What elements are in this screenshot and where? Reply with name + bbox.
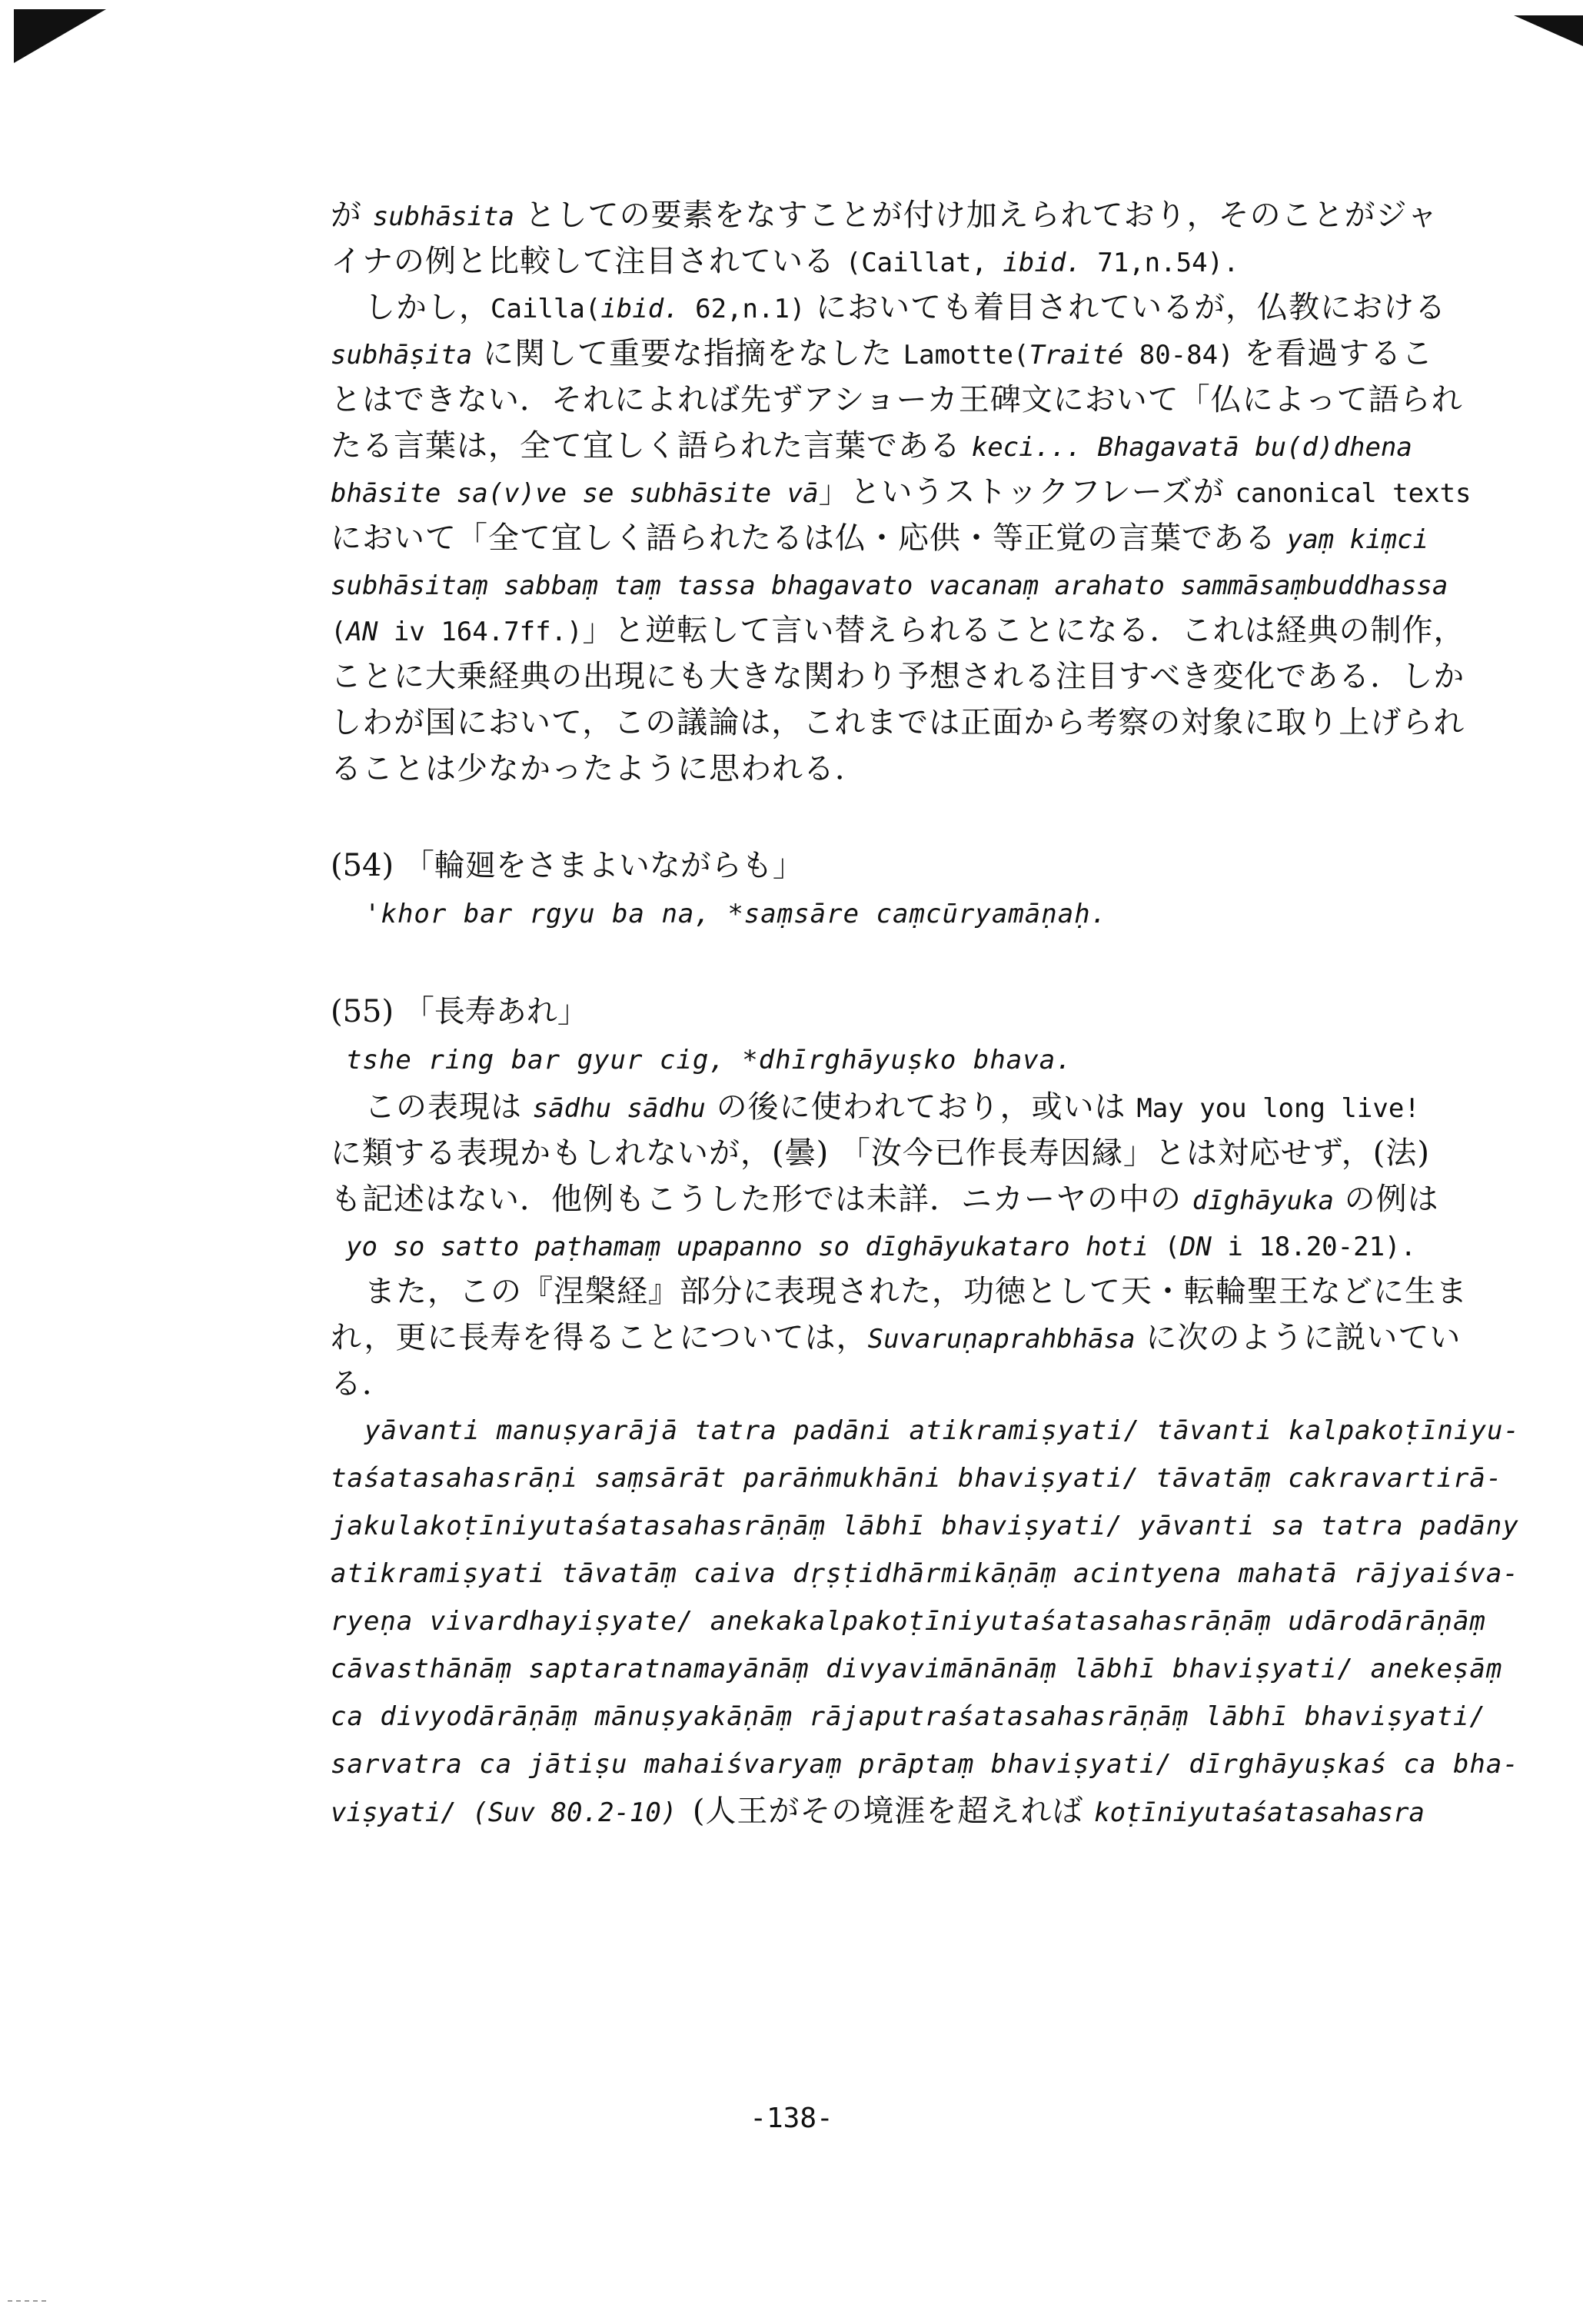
text-line: [331, 1222, 1530, 1268]
footnote-text: 'khor bar rgyu ba na, *saṃsāre caṃcūryamāṇaḥ.: [364, 899, 1108, 929]
paragraph: [331, 1268, 1530, 1407]
footnote-heading: (55) 「長寿あれ」: [331, 994, 588, 1029]
sanskrit-quotation: [331, 1407, 1530, 1788]
text-line: [331, 1084, 1530, 1130]
latin-text: Lamotte(: [903, 340, 1029, 371]
text-run: も記述はない．他例もこうした形では未詳．ニカーヤの中の: [331, 1182, 1192, 1217]
text-run: この表現は: [364, 1089, 533, 1125]
text-run: 」と逆転して言い替えられることになる．これは経典の制作，: [582, 613, 1465, 648]
text-run: しかし，: [364, 290, 491, 325]
text-line: [331, 238, 1530, 284]
italic-term: bhāsite sa(v)ve se subhāsite vā: [331, 478, 819, 509]
text-line: [331, 561, 1530, 607]
italic-term: viṣyati/ (Suv 80.2-10): [331, 1797, 693, 1828]
scan-corner-mark: [14, 9, 106, 63]
italic-term: subhāṣita: [331, 340, 473, 371]
footnote-heading: (54) 「輪廻をさまよいながらも」: [331, 848, 803, 883]
italic-term: DN: [1179, 1232, 1212, 1262]
verse-line: yāvanti manuṣyarājā tatra padāni atikramiṣyati/ tāvanti kalpakoṭīniyu-: [364, 1415, 1520, 1446]
latin-text: Cailla(: [491, 294, 601, 324]
text-line: [331, 1315, 1530, 1361]
text-run: れ，更に長寿を得ることについては，: [331, 1320, 868, 1355]
latin-text: i 18.20-21).: [1211, 1232, 1416, 1262]
italic-term: ibid.: [1003, 248, 1082, 278]
italic-term: AN: [346, 617, 378, 647]
text-run: たる言葉は，全て宜しく語られた言葉である: [331, 428, 972, 464]
verse-line: ryeṇa vivardhayiṣyate/ anekakalpakoṭīniyutaśatasahasrāṇāṃ udārodārāṇāṃ: [331, 1606, 1486, 1637]
paragraph: [331, 1084, 1530, 1222]
verse-line: jakulakoṭīniyutaśatasahasrāṇāṃ lābhī bhaviṣyati/ yāvanti sa tatra padāny: [331, 1511, 1519, 1541]
latin-text: 80-84): [1123, 340, 1234, 371]
text-line: [331, 469, 1530, 515]
paragraph: [331, 192, 1530, 284]
verse-line: atikramiṣyati tāvatāṃ caiva dṛṣṭidhārmikāṇāṃ acintyena mahatā rājyaiśva-: [331, 1558, 1519, 1589]
italic-term: yaṃ kiṃci: [1286, 524, 1428, 555]
text-run: 」というストックフレーズが: [818, 474, 1235, 510]
text-line: [331, 746, 1530, 792]
body-text: [331, 192, 1530, 1834]
text-line: [331, 653, 1530, 700]
latin-text: (Caillat,: [845, 248, 1003, 278]
latin-text: iv 164.7ff.): [377, 617, 583, 647]
text-run: に類する表現かもしれないが，(曇) 「汝今已作長寿因縁」とは対応せず，(法): [331, 1135, 1430, 1171]
italic-term: Traité: [1029, 340, 1124, 371]
text-run: においても着目されているが，仏教における: [805, 290, 1447, 325]
text-line: [331, 377, 1530, 423]
scan-corner-mark-right: [1514, 15, 1583, 46]
text-line: [331, 284, 1530, 331]
latin-text: May you long live!: [1136, 1093, 1420, 1124]
scan-artifact: [8, 2300, 46, 2303]
verse-line: taśatasahasrāṇi saṃsārāt parāṅmukhāni bhaviṣyati/ tāvatāṃ cakravartirā-: [331, 1463, 1503, 1494]
text-run: に関して重要な指摘をなした: [472, 336, 903, 371]
latin-text: (: [331, 617, 347, 647]
italic-term: Suvaruṇaprahbhāsa: [867, 1324, 1136, 1355]
italic-term: subhāsita: [372, 201, 514, 232]
text-run: (人王がその境涯を超えれば: [692, 1794, 1095, 1829]
verse-line: sarvatra ca jātiṣu mahaiśvaryaṃ prāptaṃ bhaviṣyati/ dīrghāyuṣkaś ca bha-: [331, 1749, 1519, 1780]
text-run: イナの例と比較して注目されている: [331, 244, 846, 279]
text-run: また，この『涅槃経』部分に表現された，功徳として天・転輪聖王などに生ま: [364, 1274, 1468, 1309]
verse-line: cāvasthānāṃ saptaratnamayānāṃ divyavimānānāṃ lābhī bhaviṣyati/ anekeṣāṃ: [331, 1654, 1503, 1684]
quote-line: [331, 1222, 1530, 1268]
text-line: [331, 1268, 1530, 1315]
text-run: が: [331, 198, 373, 233]
text-line: [331, 1176, 1530, 1222]
text-line: [331, 515, 1530, 561]
text-run: ことに大乗経典の出現にも大きな関わり予想される注目すべき変化である．しか: [331, 659, 1465, 694]
italic-term: keci... Bhagavatā bu(d)dhena: [971, 432, 1412, 463]
text-run: とはできない．それによれば先ずアショーカ王碑文において「仏によって語られ: [331, 382, 1463, 417]
text-line: [331, 423, 1530, 469]
text-run: において「全て宜しく語られたるは仏・応供・等正覚の言葉である: [331, 520, 1287, 556]
text-run: る．: [331, 1366, 394, 1401]
text-run: しわが国において，この議論は，これまでは正面から考察の対象に取り上げられ: [331, 705, 1465, 740]
latin-text: 71,n.54).: [1081, 248, 1239, 278]
text-run: としての要素をなすことが付け加えられており，そのことがジャ: [514, 198, 1438, 233]
text-run: を看過するこ: [1233, 336, 1434, 371]
page-number: -138-: [750, 2103, 833, 2134]
text-line: [331, 1788, 1530, 1834]
text-line: [331, 1130, 1530, 1176]
footnote-text: tshe ring bar gyur cig, *dhīrghāyuṣko bhava.: [346, 1045, 1073, 1076]
text-line: [331, 700, 1530, 746]
text-line: [331, 331, 1530, 377]
italic-term: ibid.: [600, 294, 680, 324]
italic-term: subhāsitaṃ sabbaṃ taṃ tassa bhagavato vacanaṃ arahato sammāsaṃbuddhassa: [331, 570, 1448, 601]
footnote-54: [331, 841, 1530, 938]
text-line: [331, 607, 1530, 653]
footnote-55: [331, 987, 1530, 1084]
text-run: の後に使われており，或いは: [705, 1089, 1137, 1125]
paragraph: [331, 284, 1530, 792]
verse-line: ca divyodārāṇāṃ mānuṣyakāṇāṃ rājaputraśatasahasrāṇāṃ lābhī bhaviṣyati/: [331, 1701, 1486, 1732]
text-run: に次のように説いてい: [1135, 1320, 1462, 1355]
text-run: の例は: [1333, 1182, 1439, 1217]
text-line: [331, 1361, 1530, 1407]
sanskrit-quotation-end: [331, 1788, 1530, 1834]
latin-text: canonical texts: [1235, 478, 1472, 509]
italic-term: dīghāyuka: [1192, 1185, 1334, 1216]
italic-term: koṭīniyutaśatasahasra: [1094, 1797, 1425, 1828]
italic-term: yo so satto paṭhamaṃ upapanno so dīghāyukataro hoti: [346, 1232, 1149, 1262]
italic-term: sādhu sādhu: [532, 1093, 706, 1124]
text-run: ることは少なかったように思われる．: [331, 751, 866, 786]
text-line: [331, 192, 1530, 238]
latin-text: (: [1148, 1232, 1180, 1262]
latin-text: 62,n.1): [679, 294, 806, 324]
